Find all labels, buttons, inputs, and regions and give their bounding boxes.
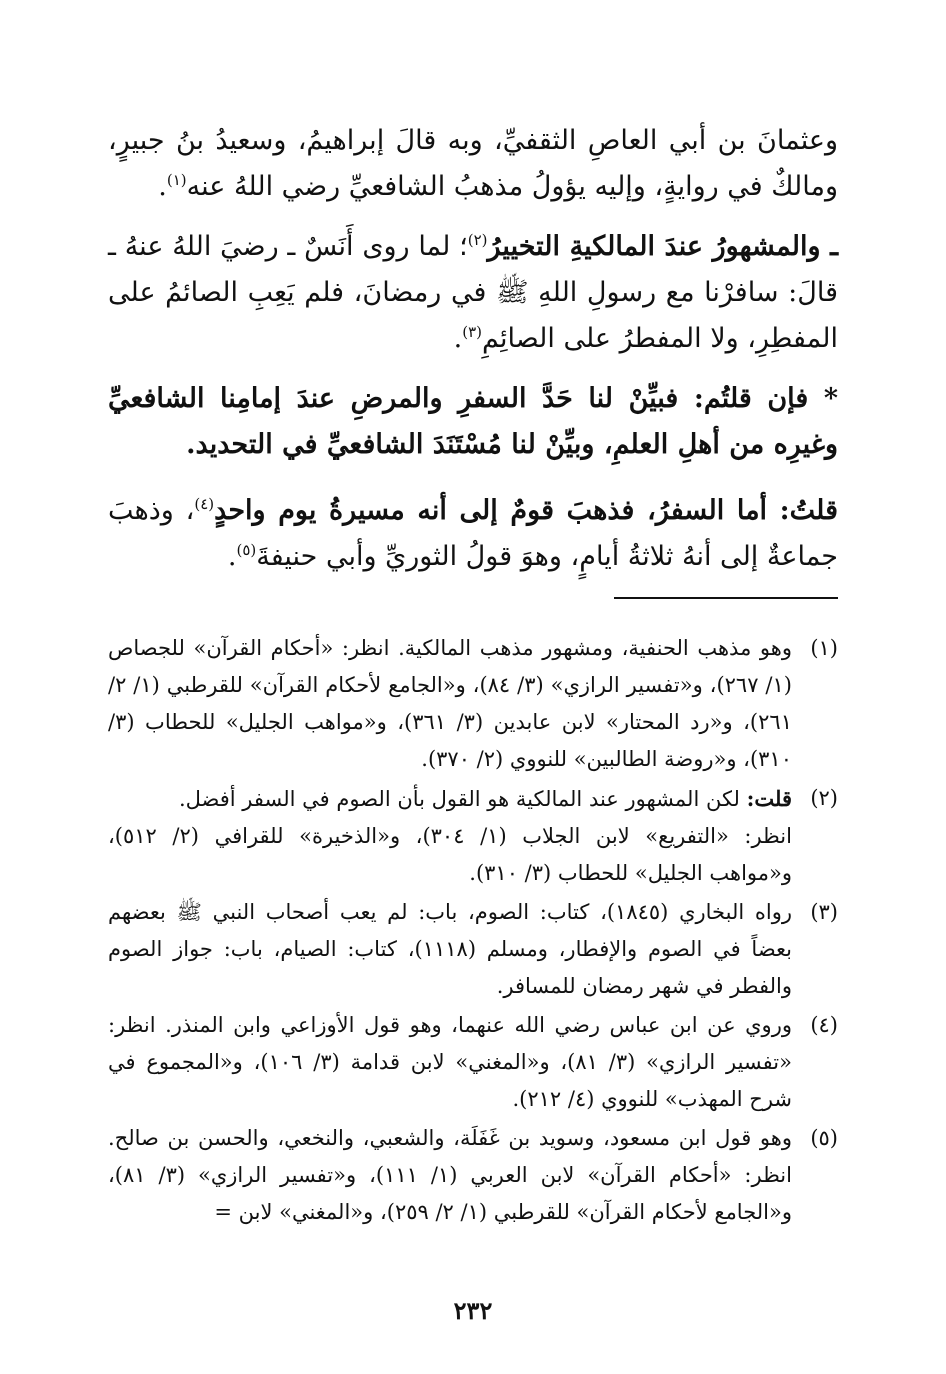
- footnote-ref-4: (٤): [194, 495, 215, 513]
- main-text: [108, 118, 838, 594]
- footnote-2-line-1-text: لكن المشهور عند المالكية هو القول بأن الصوم في السفر أفضل.: [178, 787, 747, 811]
- paragraph-4: [108, 488, 838, 580]
- footnote-5: [108, 1120, 838, 1231]
- footnote-2: [108, 780, 838, 892]
- footnote-1-text: وهو مذهب الحنفية، ومشهور مذهب المالكية. انظر: «أحكام القرآن» للجصاص (١/ ٢٦٧)، و«تفسير الرازي» (٣/ ٨٤)، و«الجامع لأحكام القرآن» للقرطبي (١/ ٢/ ٢٦١)، و«رد المحتار» لابن عابدين (٣/ ٣٦١)، و«مواهب الجليل» للحطاب (٣/ ٣١٠)، و«روضة الطالبين» للنووي (٢/ ٣٧٠).: [108, 636, 792, 771]
- footnotes: [108, 630, 838, 1233]
- footnote-separator: [614, 597, 838, 599]
- footnote-4-text: وروي عن ابن عباس رضي الله عنهما، وهو قول الأوزاعي وابن المنذر. انظر: «تفسير الرازي» (٣/ ٨١)، و«المغني» لابن قدامة (٣/ ١٠٦)، و«المجموع في شرح المهذب» للنووي (٤/ ٢١٢).: [108, 1013, 792, 1111]
- footnote-1: [108, 630, 838, 778]
- footnote-5-number: (٥): [810, 1126, 838, 1150]
- footnote-3: [108, 894, 838, 1005]
- paragraph-4-text-1: فذهبَ قومٌ إلى أنه مسيرةُ يوم واحدٍ: [214, 495, 648, 526]
- paragraph-2-text: ؛ لما روى أَنَسٌ ـ رضيَ اللهُ عنهُ ـ قالَ: سافرْنا مع رسولِ اللهِ ﷺ في رمضانَ، فلم يَعِبِ الصائمُ على المفطِرِ، ولا المفطرُ على الصائِمِ: [108, 231, 838, 354]
- footnote-2-number: (٢): [810, 786, 838, 810]
- footnote-2-label: قلت:: [746, 786, 792, 811]
- footnote-3-number: (٣): [810, 900, 838, 924]
- paragraph-1: [108, 118, 838, 210]
- footnote-1-number: (١): [810, 636, 838, 660]
- paragraph-1-text: وعثمانَ بن أبي العاصِ الثقفيِّ، وبه قالَ إبراهيمُ، وسعيدُ بنُ جبيرٍ، ومالكٌ في روايةٍ، وإليه يؤولُ مذهبُ الشافعيِّ رضي اللهُ عنه: [108, 125, 838, 202]
- paragraph-1-end: .: [158, 171, 167, 202]
- paragraph-2-end: .: [453, 323, 463, 354]
- footnote-4-number: (٤): [810, 1013, 838, 1037]
- footnote-3-text: رواه البخاري (١٨٤٥)، كتاب: الصوم، باب: لم يعب أصحاب النبي ﷺ بعضهم بعضاً في الصوم والإفطار، ومسلم (١١١٨)، كتاب: الصيام، باب: جواز الصوم والفطر في شهر رمضان للمسافر.: [108, 900, 792, 998]
- footnote-ref-5: (٥): [236, 541, 257, 559]
- paragraph-4-end: .: [227, 541, 237, 572]
- footnote-ref-1: (١): [166, 171, 187, 189]
- footnote-ref-3: (٣): [462, 323, 483, 341]
- paragraph-4-heading: قلتُ: أما السفرُ،: [647, 495, 838, 526]
- footnote-5-text: وهو قول ابن مسعود، وسويد بن غَفَلَة، والشعبي، والنخعي، والحسن بن صالح. انظر: «أحكام القرآن» لابن العربي (١/ ١١١)، و«تفسير الرازي» (٣/ ٨١)، و«الجامع لأحكام القرآن» للقرطبي (١/ ٢/ ٢٥٩)، و«المغني» لابن =: [108, 1126, 792, 1224]
- footnote-2-line-2: انظر: «التفريع» لابن الجلاب (١/ ٣٠٤)، و«الذخيرة» للقرافي (٢/ ٥١٢)، و«مواهب الجليل» للحطاب (٣/ ٣١٠).: [108, 824, 792, 885]
- footnote-ref-2: (٢): [467, 231, 488, 249]
- page-number: ٢٣٢: [453, 1296, 493, 1325]
- paragraph-3-question: * فإن قلتُم: فبيِّنْ لنا حَدَّ السفرِ والمرضِ عندَ إمامِنا الشافعيِّ وغيرِه من أهلِ العلمِ، وبيِّنْ لنا مُسْتَنَدَ الشافعيِّ في التحديد.: [108, 383, 838, 460]
- paragraph-2-heading: ـ والمشهورُ عندَ المالكيةِ التخييرُ: [487, 231, 838, 262]
- footnote-2-body: [108, 780, 792, 892]
- paragraph-4-text-2: ، وذهبَ جماعةٌ إلى أنهُ ثلاثةُ أيامٍ، وهوَ قولُ الثوريِّ وأبي حنيفةَ: [108, 495, 838, 572]
- footnote-4: [108, 1007, 838, 1118]
- paragraph-2: [108, 224, 838, 362]
- footnote-2-line-1: [108, 780, 792, 818]
